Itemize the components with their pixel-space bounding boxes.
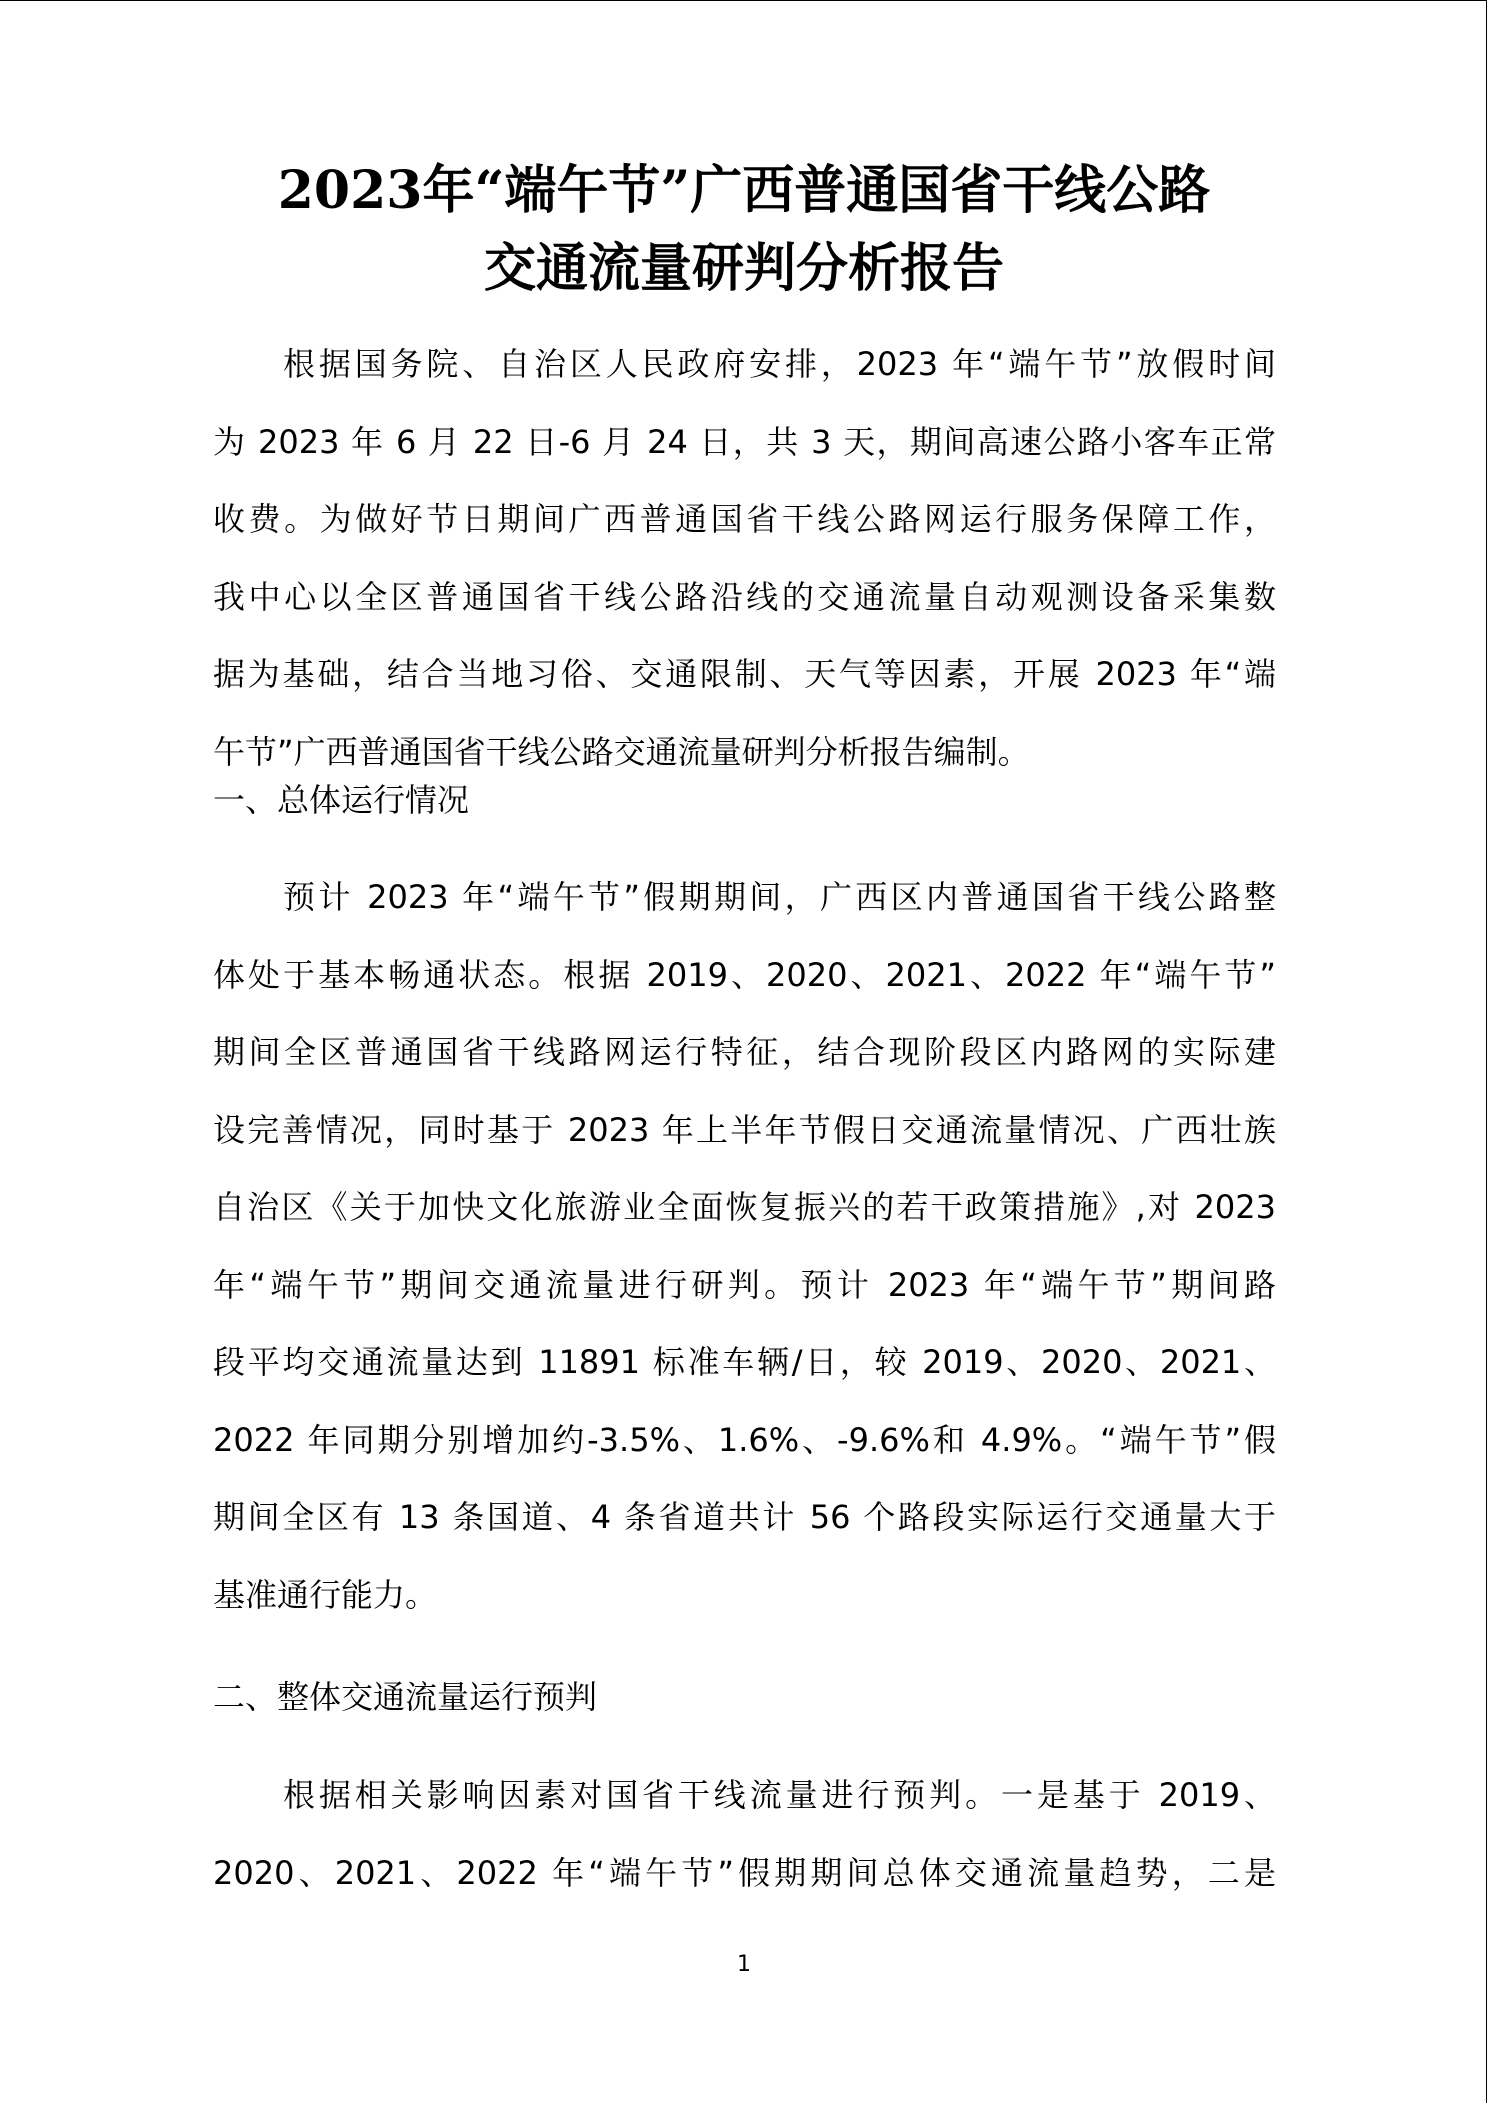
paragraph-1 [213,326,1276,791]
section-heading-1: 一、总体运行情况 [213,781,470,819]
page-number: 1 [737,1952,751,1977]
paragraph-3 [213,1757,1276,1912]
text-line: 2022 年同期分别增加约-3.5%、1.6%、-9.6%和 4.9%。“端午节”假 [213,1420,1276,1459]
document-title [0,152,1488,308]
text-line: 根据国务院、自治区人民政府安排，2023 年“端午节”放假时间 [283,345,1276,383]
text-line: 体处于基本畅通状态。根据 2019、2020、2021、2022 年“端午节” [213,955,1276,994]
text-line: 自治区《关于加快文化旅游业全面恢复振兴的若干政策措施》,对 2023 [213,1188,1276,1226]
text-line: 据为基础，结合当地习俗、交通限制、天气等因素，开展 2023 年“端 [213,655,1276,693]
title-line-2: 交通流量研判分析报告 [483,238,1004,299]
text-line: 期间全区有 13 条国道、4 条省道共计 56 个路段实际运行交通量大于 [213,1498,1276,1536]
paragraph-2 [213,859,1276,1634]
text-line: 我中心以全区普通国省干线公路沿线的交通流量自动观测设备采集数 [213,577,1276,616]
text-line: 期间全区普通国省干线路网运行特征，结合现阶段区内路网的实际建 [213,1033,1276,1071]
title-line-1: 2023年“端午节”广西普通国省干线公路 [277,160,1211,221]
text-line: 设完善情况，同时基于 2023 年上半年节假日交通流量情况、广西壮族 [213,1110,1276,1149]
text-line: 段平均交通流量达到 11891 标准车辆/日，较 2019、2020、2021、 [213,1343,1276,1381]
text-line: 年“端午节”期间交通流量进行研判。预计 2023 年“端午节”期间路 [213,1265,1276,1304]
text-line: 预计 2023 年“端午节”假期期间，广西区内普通国省干线公路整 [283,878,1276,916]
text-line: 午节”广西普通国省干线公路交通流量研判分析报告编制。 [213,732,1030,771]
text-line: 基准通行能力。 [213,1575,438,1614]
text-line: 收费。为做好节日期间广西普通国省干线公路网运行服务保障工作， [213,500,1276,538]
text-line: 根据相关影响因素对国省干线流量进行预判。一是基于 2019、 [283,1776,1276,1814]
section-heading-2: 二、整体交通流量运行预判 [213,1678,598,1716]
text-line: 为 2023 年 6 月 22 日-6 月 24 日，共 3 天，期间高速公路小客车正常 [213,422,1276,461]
text-line: 2020、2021、2022 年“端午节”假期期间总体交通流量趋势，二是 [213,1853,1276,1892]
